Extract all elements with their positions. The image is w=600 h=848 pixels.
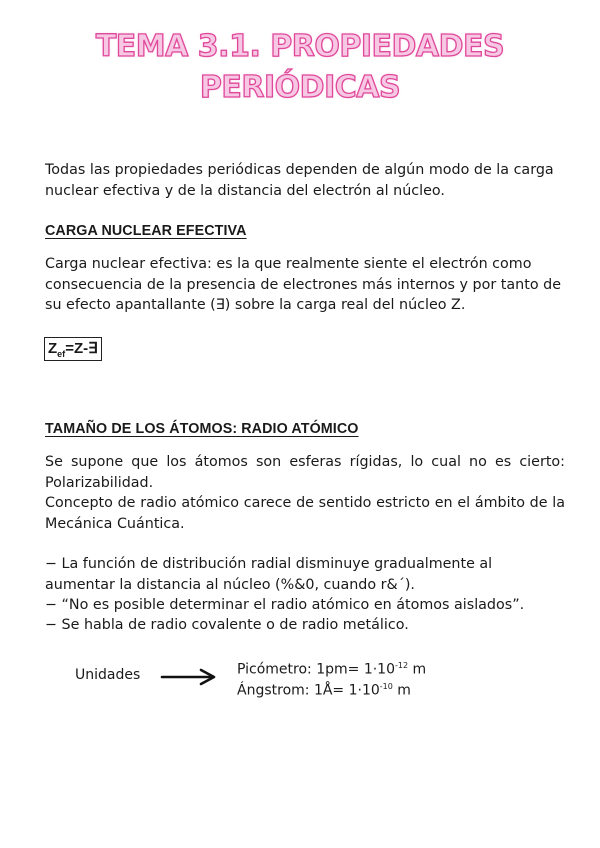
unit-picometro-unit: m (408, 661, 427, 678)
unit-angstrom-text: Ángstrom: 1Å= 1·10 (237, 682, 380, 699)
carga-paragraph: Carga nuclear efectiva: es la que realmente siente el electrón como consecuencia de la presencia de electrones más internos y por tanto de su efecto apantallante (∃) sobre la carga real del núcleo Z. (45, 256, 561, 313)
unit-angstrom (237, 677, 411, 701)
unit-picometro-exponent: -12 (395, 661, 409, 670)
page-title (0, 26, 600, 108)
unit-angstrom-unit: m (392, 682, 411, 699)
right-arrow-icon (160, 668, 218, 686)
formula-rest: =Z-∃ (65, 340, 98, 357)
radio-paragraph-1: Se supone que los átomos son esferas rígidas, lo cual no es cierto: Polarizabilidad. (45, 454, 565, 491)
title-line-1: TEMA 3.1. PROPIEDADES (95, 29, 505, 64)
unit-angstrom-exponent: -10 (379, 682, 393, 691)
bullet-item-1: − La función de distribución radial disminuye gradualmente al aumentar la distancia al núcleo (%&0, cuando r&´). (45, 556, 493, 593)
bullet-item-3: − Se habla de radio covalente o de radio metálico. (45, 617, 409, 633)
radio-paragraph-2: Concepto de radio atómico carece de sentido estricto en el ámbito de la Mecánica Cuántica. (45, 495, 565, 532)
formula-box (44, 337, 102, 361)
title-line-2: PERIÓDICAS (199, 70, 401, 105)
units-label: Unidades (75, 667, 141, 683)
formula-subscript: ef (57, 349, 66, 359)
section-heading-radio: TAMAÑO DE LOS ÁTOMOS: RADIO ATÓMICO (45, 421, 359, 437)
formula-z: Z (48, 340, 58, 357)
bullet-item-2: − “No es posible determinar el radio atómico en átomos aislados”. (45, 597, 525, 613)
intro-paragraph: Todas las propiedades periódicas dependen de algún modo de la carga nuclear efectiva y de la distancia del electrón al núcleo. (45, 162, 554, 199)
unit-picometro-text: Picómetro: 1pm= 1·10 (237, 661, 395, 678)
section-heading-carga: CARGA NUCLEAR EFECTIVA (45, 223, 247, 239)
